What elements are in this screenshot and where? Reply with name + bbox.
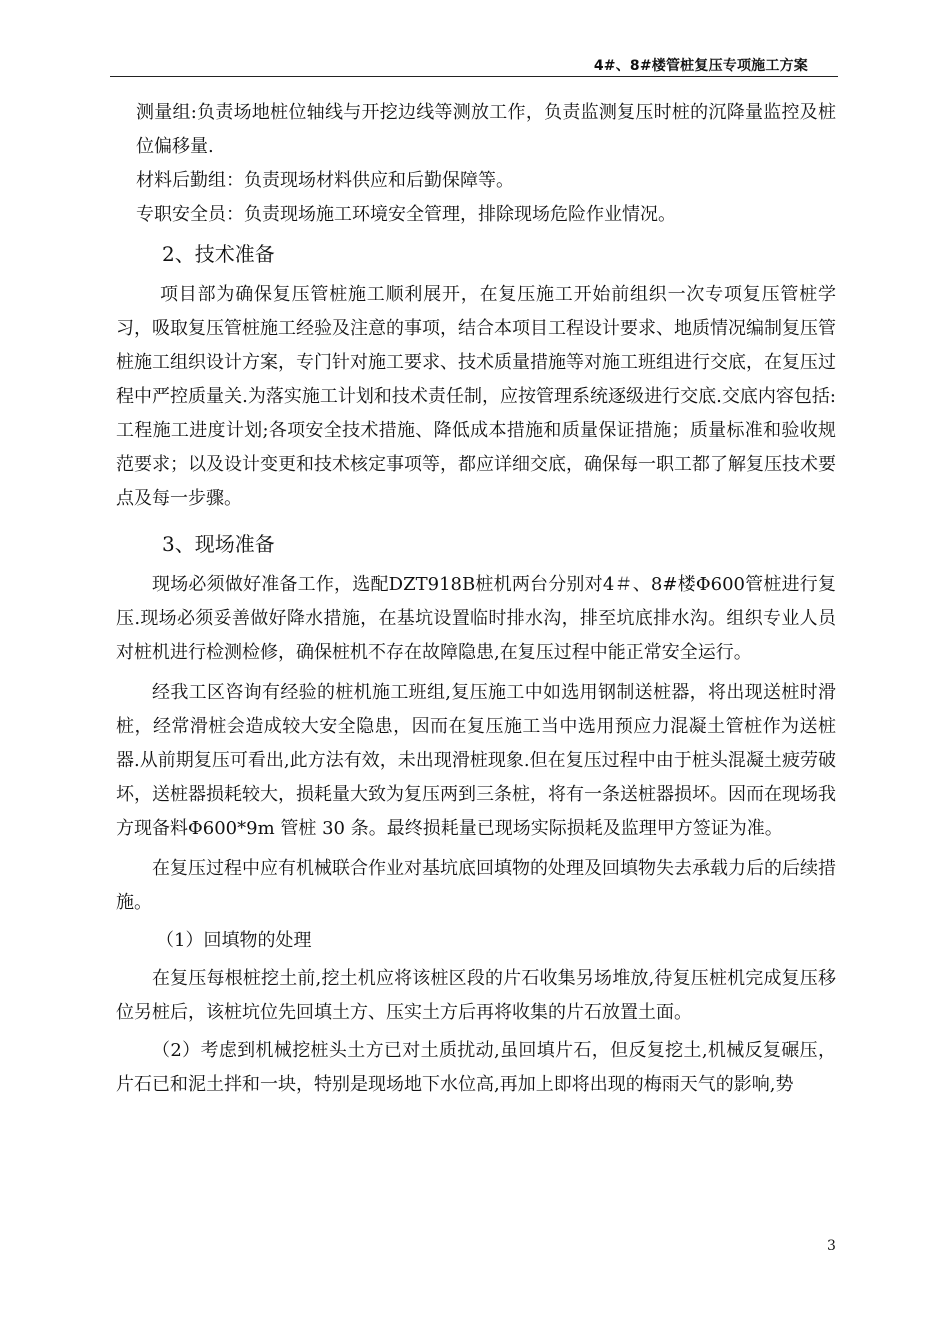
paragraph-site-prep: 现场必须做好准备工作，选配DZT918B桩机两台分别对4＃、8#楼Φ600管桩进行复压.现场必须妥善做好降水措施，在基坑设置临时排水沟，排至坑底排水沟。组织专业人员对桩机进行检测检修，确保桩机不存在故障隐患,在复压过程中能正常安全运行。	[116, 574, 836, 663]
paragraph-pile-driver: 经我工区咨询有经验的桩机施工班组,复压施工中如选用钢制送桩器，将出现送桩时滑桩，经常滑桩会造成较大安全隐患，因而在复压施工当中选用预应力混凝土管桩作为送桩器.从前期复压可看出,此方法有效，未出现滑桩现象.但在复压过程中由于桩头混凝土疲劳破坏，送桩器损耗较大，损耗量大致为复压两到三条桩，将有一条送桩器损坏。因而在现场我方现备料Φ600*9m 管桩 30 条。最终损耗量已现场实际损耗及监理甲方签证为准。	[116, 682, 836, 839]
paragraph-safety-officer: 专职安全员：负责现场施工环境安全管理，排除现场危险作业情况。	[136, 204, 676, 225]
section-heading-site: 3、现场准备	[162, 532, 275, 556]
running-header: 4#、8#楼管桩复压专项施工方案	[593, 58, 808, 74]
paragraph-disturbance: （2）考虑到机械挖桩头土方已对土质扰动,虽回填片石，但反复挖土,机械反复碾压，片石已和泥土拌和一块，特别是现场地下水位高,再加上即将出现的梅雨天气的影响,势	[116, 1040, 836, 1095]
section-heading-technical: 2、技术准备	[162, 242, 275, 266]
paragraph-logistics-team: 材料后勤组：负责现场材料供应和后勤保障等。	[136, 170, 514, 191]
subheading-backfill: （1）回填物的处理	[156, 930, 312, 951]
paragraph-machinery: 在复压过程中应有机械联合作业对基坑底回填物的处理及回填物失去承载力后的后续措施。	[116, 858, 836, 913]
body-content	[116, 96, 836, 1102]
paragraph-technical-prep: 项目部为确保复压管桩施工顺利展开，在复压施工开始前组织一次专项复压管桩学习，吸取复压管桩施工经验及注意的事项，结合本项目工程设计要求、地质情况编制复压管桩施工组织设计方案，专门针对施工要求、技术质量措施等对施工班组进行交底，在复压过程中严控质量关.为落实施工计划和技术责任制，应按管理系统逐级进行交底.交底内容包括:工程施工进度计划;各项安全技术措施、降低成本措施和质量保证措施；质量标准和验收规范要求；以及设计变更和技术核定事项等，都应详细交底，确保每一职工都了解复压技术要点及每一步骤。	[116, 284, 836, 509]
page-number: 3	[827, 1238, 836, 1254]
header-rule	[110, 76, 838, 77]
paragraph-backfill: 在复压每根桩挖土前,挖土机应将该桩区段的片石收集另场堆放,待复压桩机完成复压移位另桩后，该桩坑位先回填土方、压实土方后再将收集的片石放置土面。	[116, 968, 836, 1023]
paragraph-survey-team: 测量组:负责场地桩位轴线与开挖边线等测放工作，负责监测复压时桩的沉降量监控及桩位偏移量.	[136, 102, 836, 157]
